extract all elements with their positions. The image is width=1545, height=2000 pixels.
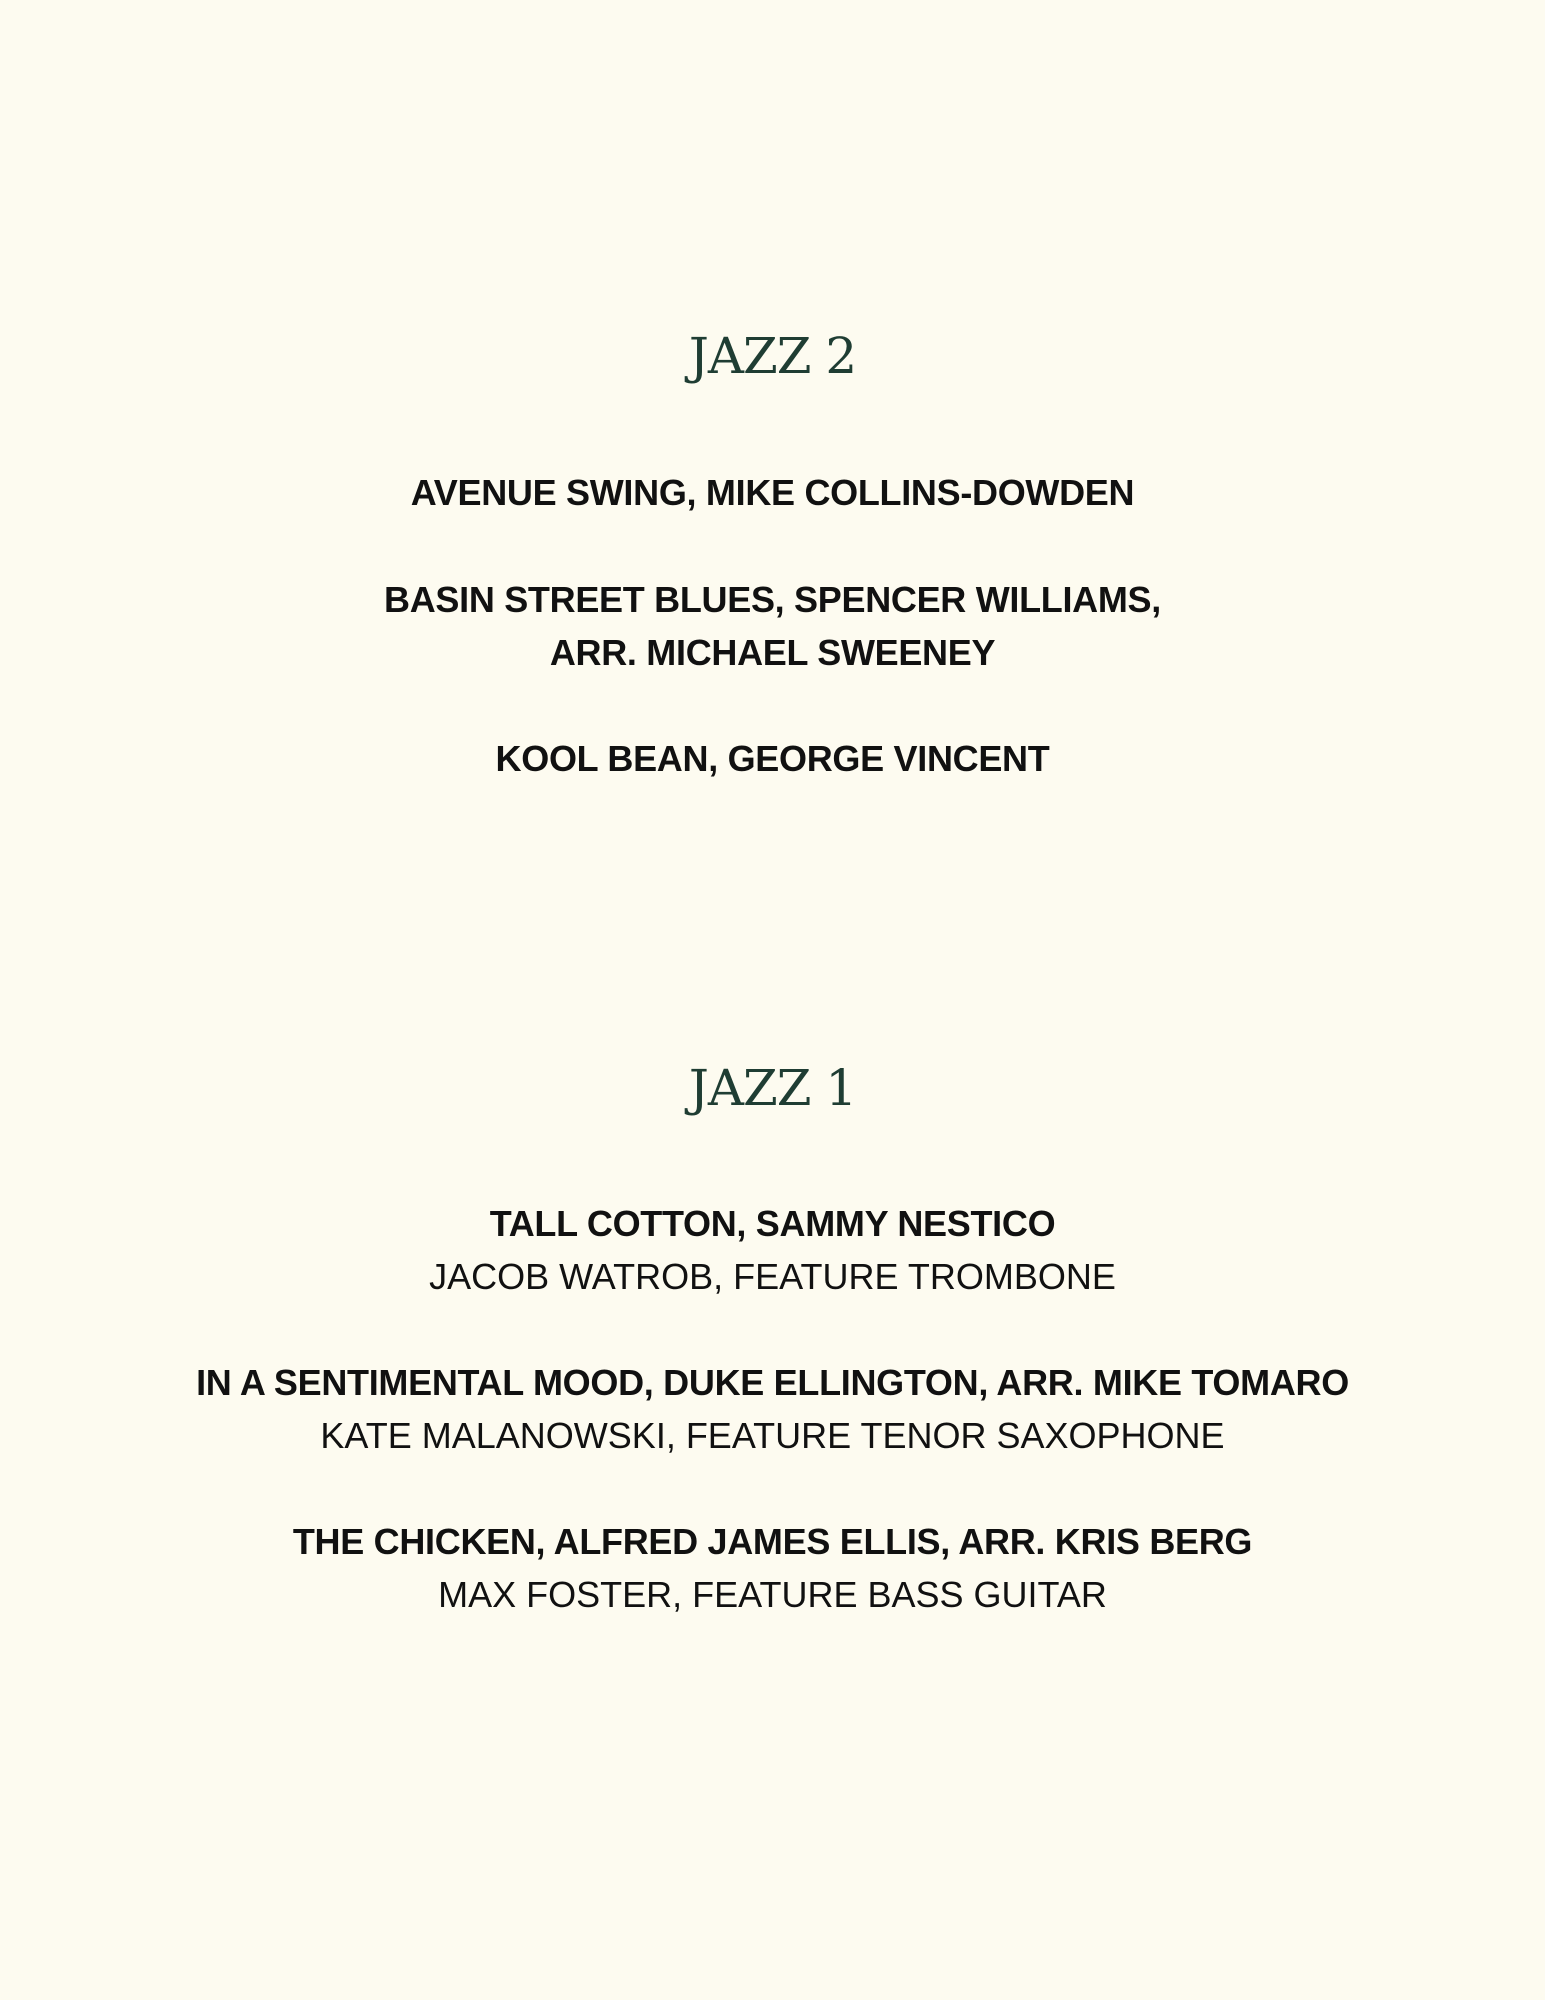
piece-in-a-sentimental-mood [0,1356,1545,1462]
section-title-jazz-2: JAZZ 2 [688,327,857,385]
piece-kool-bean [0,732,1545,785]
section-title-jazz-1: JAZZ 1 [688,1059,857,1117]
piece-title: AVENUE SWING, MIKE COLLINS-DOWDEN [410,472,1135,513]
piece-the-chicken [0,1515,1545,1621]
piece-feature-soloist: JACOB WATROB, FEATURE TROMBONE [429,1256,1116,1297]
piece-avenue-swing [0,466,1545,519]
piece-title: TALL COTTON, SAMMY NESTICO [489,1203,1056,1244]
piece-title: IN A SENTIMENTAL MOOD, DUKE ELLINGTON, ARR. MIKE TOMARO [196,1362,1349,1403]
piece-title-continued: ARR. MICHAEL SWEENEY [549,632,996,673]
piece-feature-soloist: MAX FOSTER, FEATURE BASS GUITAR [438,1574,1107,1615]
piece-basin-street-blues [0,573,1545,679]
piece-title: THE CHICKEN, ALFRED JAMES ELLIS, ARR. KRIS BERG [292,1521,1253,1562]
piece-title: BASIN STREET BLUES, SPENCER WILLIAMS, [384,579,1161,620]
piece-title: KOOL BEAN, GEORGE VINCENT [495,738,1050,779]
piece-tall-cotton [0,1197,1545,1303]
piece-feature-soloist: KATE MALANOWSKI, FEATURE TENOR SAXOPHONE [320,1415,1225,1456]
